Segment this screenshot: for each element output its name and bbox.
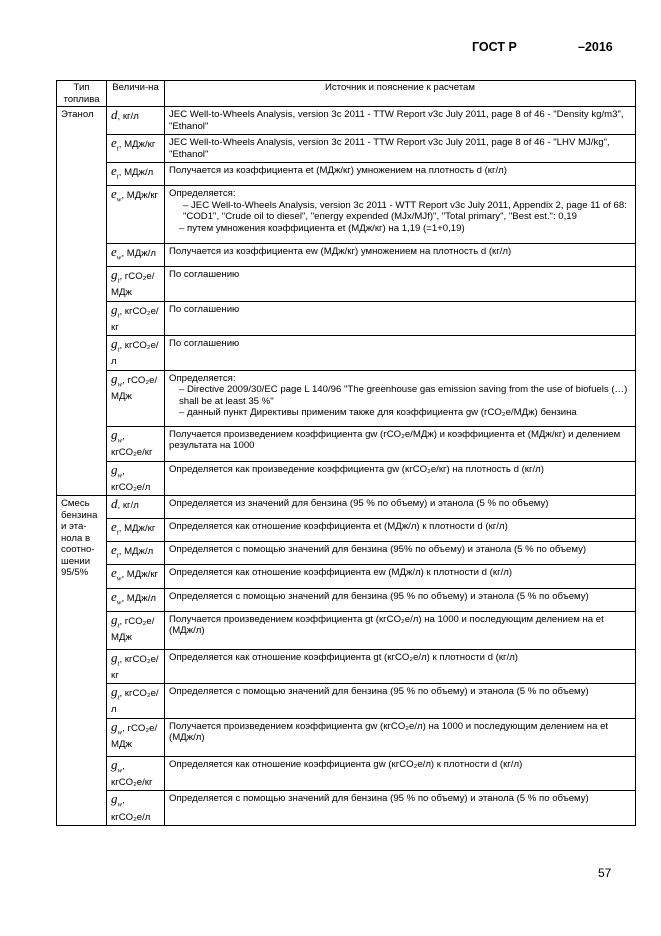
quantity-unit: , кгCO₂е/л [111,688,159,716]
quantity-unit: , гCO₂е/МДж [111,722,158,750]
source-cell [165,301,636,336]
symbol-subscript: t [117,621,120,630]
source-text: Получается произведением коэффициента gt (кгCO₂е/л) на 1000 и последующим делением на et (МДж/л) [169,613,604,637]
table-row [57,718,636,756]
quantity-cell [107,649,165,684]
symbol-letter: e [111,244,117,260]
source-cell [165,267,636,302]
symbol-subscript: t [116,551,119,560]
symbol-letter: e [111,135,117,150]
source-text: Получается из коэффициента et (МДж/кг) умножением на плотность d (кг/л) [169,165,507,176]
fuel-type-cell: Этанол [57,107,107,496]
source-text: Определяется из значений для бензина (95 % по объему) и этанола (5 % по объему) [169,498,549,510]
symbol-subscript: t [117,276,120,285]
source-cell [165,588,636,611]
symbol-letter: g [111,611,118,627]
quantity-unit: , МДж/л [121,592,156,604]
source-text: Определяется как произведение коэффициента gw (кгCO₂е/кг) на плотность d (кг/л) [169,463,544,475]
quantity-symbol [111,370,123,389]
symbol-letter: e [111,588,117,604]
quantity-cell [107,370,165,426]
quantity-unit: , МДж/л [121,248,156,260]
symbol-subscript: t [116,172,119,181]
symbol-subscript: w [117,766,123,775]
doc-standard-label: ГОСТ Р [472,40,517,54]
quantity-unit: , кгCO₂е/л [111,465,151,493]
table-row [57,611,636,649]
source-cell [165,519,636,542]
source-text: Определяется: [169,372,236,384]
quantity-symbol [111,565,122,584]
source-text: JEC Well-to-Wheels Analysis, version 3c 2011 - TTW Report v3c July 2011, page 8 of 46 - "Density kg/m3", "Ethanol" [169,109,624,132]
source-list-item: – путем умножения коэффициента et (МДж/кг) на 1,19 (=1+0,19) [179,222,465,234]
symbol-letter: e [111,519,117,535]
table-row [57,163,636,186]
quantity-cell [107,301,165,336]
source-text: Определяется с помощью значений для бензина (95% по объему) и этанола (5 % по объему) [169,544,587,556]
quantity-cell [107,496,165,519]
source-cell [165,756,636,791]
quantity-cell [107,336,165,371]
quantity-symbol [111,163,119,181]
source-cell [165,565,636,588]
quantity-unit: , МДж/л [118,546,154,558]
quantity-cell [107,267,165,302]
source-cell [165,370,636,426]
quantity-unit: , кг/л [117,111,139,122]
quantity-unit: , гCO₂е/МДж [111,615,155,643]
quantity-cell [107,426,165,461]
table-header-row [57,81,636,107]
source-text: Определяется: [169,188,236,200]
quantity-unit: , кгCO₂е/кг [111,305,159,333]
source-list-item: – JEC Well-to-Wheels Analysis, version 3c 2011 - WTT Report v3c July 2011, Appendix 2, page 11 of 68: "COD1", "Crude oil to diesel", "energy expended (MJx/MJf)", "Total primary", "Best est.": 0,19 [183,199,627,223]
symbol-letter: g [111,718,118,734]
symbol-subscript: w [117,728,123,737]
source-cell [165,244,636,267]
table-row [57,565,636,588]
symbol-subscript: w [117,471,123,480]
source-text: Определяется с помощью значений для бензина (95 % по объему) и этанола (5 % по объему) [169,590,589,602]
quantity-unit: , кгCO₂е/л [111,340,159,368]
source-text: Определяется как отношение коэффициента gt (кгCO₂е/л) к плотности d (кг/л) [169,651,519,663]
col-header-quantity: Величи-на [107,81,165,107]
symbol-letter: d [111,496,118,512]
quantity-unit: , гCO₂е/МДж [111,374,158,403]
quantity-cell [107,718,165,756]
symbol-subscript: w [117,436,123,445]
source-cell [165,135,636,163]
table-row [57,649,636,684]
quantity-unit: , МДж/л [118,167,154,178]
quantity-unit: , МДж/кг [121,569,159,581]
table-row [57,684,636,719]
source-cell [165,461,636,496]
quantity-unit: , МДж/кг [118,523,156,535]
symbol-subscript: w [117,380,123,389]
symbol-letter: e [111,163,117,178]
symbol-letter: d [111,107,118,122]
quantity-symbol [111,426,123,445]
symbol-letter: g [111,301,118,317]
source-text: По соглашению [169,269,240,281]
source-text: Определяется с помощью значений для бензина (95 % по объему) и этанола (5 % по объему) [169,793,589,805]
source-text: Определяется как отношение коэффициента ew (МДж/л) к плотности d (кг/л) [169,567,513,579]
source-cell [165,649,636,684]
table-row [57,588,636,611]
source-cell [165,496,636,519]
quantity-cell [107,244,165,267]
quantity-cell [107,163,165,186]
source-cell [165,186,636,244]
quantity-cell [107,461,165,496]
symbol-subscript: t [117,659,120,668]
quantity-symbol [111,135,119,153]
symbol-subscript: t [116,528,119,537]
symbol-letter: g [111,426,118,442]
quantity-cell [107,791,165,826]
source-text: Определяется как отношение коэффициента et (МДж/л) к плотности d (кг/л) [169,521,508,533]
symbol-letter: g [111,461,118,477]
source-text: По соглашению [169,303,240,315]
table-row [57,519,636,542]
symbol-letter: e [111,565,117,581]
symbol-letter: g [111,267,118,283]
col-header-fuel-type: Тип топлива [57,81,107,107]
source-text: По соглашению [169,338,240,350]
calculation-sources-table [56,80,636,826]
quantity-cell [107,756,165,791]
table-row [57,542,636,565]
table-row [57,461,636,496]
page-number: 57 [598,866,612,880]
quantity-cell [107,519,165,542]
quantity-symbol [111,244,122,262]
quantity-unit: , кг/л [117,500,139,512]
symbol-subscript: w [116,575,122,584]
quantity-cell [107,135,165,163]
source-list-item: – данный пункт Директивы применим также для коэффициента gw (гCO₂е/МДж) бензина [179,407,577,419]
source-text: JEC Well-to-Wheels Analysis, version 3c 2011 - TTW Report v3c July 2011, page 8 of 46 - "LHV MJ/kg", "Ethanol" [169,137,610,160]
table-row [57,186,636,244]
table-row [57,135,636,163]
source-cell [165,684,636,719]
quantity-unit: , кгCO₂е/кг [111,653,159,681]
symbol-subscript: w [116,253,122,262]
symbol-letter: e [111,186,117,202]
symbol-letter: g [111,336,118,352]
source-cell [165,336,636,371]
table-row [57,756,636,791]
source-cell [165,542,636,565]
quantity-unit: , гCO₂е/МДж [111,271,155,299]
symbol-subscript: w [117,801,123,809]
quantity-symbol [111,186,122,204]
quantity-unit: , кгCO₂е/л [111,795,151,823]
source-cell [165,718,636,756]
symbol-letter: g [111,756,118,772]
source-cell [165,107,636,135]
quantity-unit: , кгCO₂е/кг [111,430,153,459]
source-text: Получается из коэффициента ew (МДж/кг) умножением на плотность d (кг/л) [169,246,512,258]
symbol-subscript: w [116,598,122,607]
table-row [57,267,636,302]
table-row [57,336,636,371]
symbol-subscript: w [116,195,122,204]
quantity-symbol [111,756,123,775]
table-row [57,107,636,135]
quantity-cell [107,186,165,244]
quantity-symbol [111,519,119,537]
symbol-letter: g [111,684,118,700]
quantity-unit: , МДж/кг [121,190,159,202]
source-text: Определяется с помощью значений для бензина (95 % по объему) и этанола (5 % по объему) [169,686,589,698]
symbol-letter: g [111,791,118,807]
table-row [57,791,636,826]
source-list-item: – Directive 2009/30/EC page L 140/96 "The greenhouse gas emission saving from the use of biofuels (…) shall be at least 35 %" [179,384,628,407]
quantity-cell [107,565,165,588]
symbol-letter: g [111,649,118,665]
quantity-cell [107,588,165,611]
symbol-letter: e [111,542,117,558]
col-header-source: Источник и пояснение к расчетам [165,81,636,107]
quantity-symbol [111,461,123,480]
table-row [57,370,636,426]
quantity-cell [107,107,165,135]
table-row [57,426,636,461]
symbol-subscript: t [117,345,120,354]
symbol-subscript: t [117,693,120,702]
table-row [57,301,636,336]
source-cell [165,426,636,461]
source-cell [165,163,636,186]
symbol-subscript: t [117,311,120,320]
source-text: Получается произведением коэффициента gw (гCO₂е/МДж) и коэффициента et (МДж/кг) и делением результата на 1000 [169,428,621,452]
quantity-unit: , МДж/кг [118,139,156,150]
quantity-cell [107,684,165,719]
quantity-symbol [111,718,123,737]
symbol-subscript: t [116,144,119,153]
quantity-unit: , кгCO₂е/кг [111,760,153,788]
table-row [57,244,636,267]
quantity-cell [107,611,165,649]
fuel-type-cell: Смесь бензина и эта-нола в соотно-шении 95/5% [57,496,107,826]
quantity-symbol [111,588,122,607]
quantity-cell [107,542,165,565]
quantity-symbol [111,791,123,809]
doc-year-label: –2016 [578,40,613,54]
source-cell [165,611,636,649]
source-cell [165,791,636,826]
symbol-letter: g [111,370,118,386]
source-text: Определяется как отношение коэффициента gw (кгCO₂е/л) к плотности d (кг/л) [169,758,523,770]
quantity-symbol [111,542,119,560]
table-row [57,496,636,519]
source-text: Получается произведением коэффициента gw (кгCO₂е/л) на 1000 и последующим делением на et (МДж/л) [169,720,609,744]
